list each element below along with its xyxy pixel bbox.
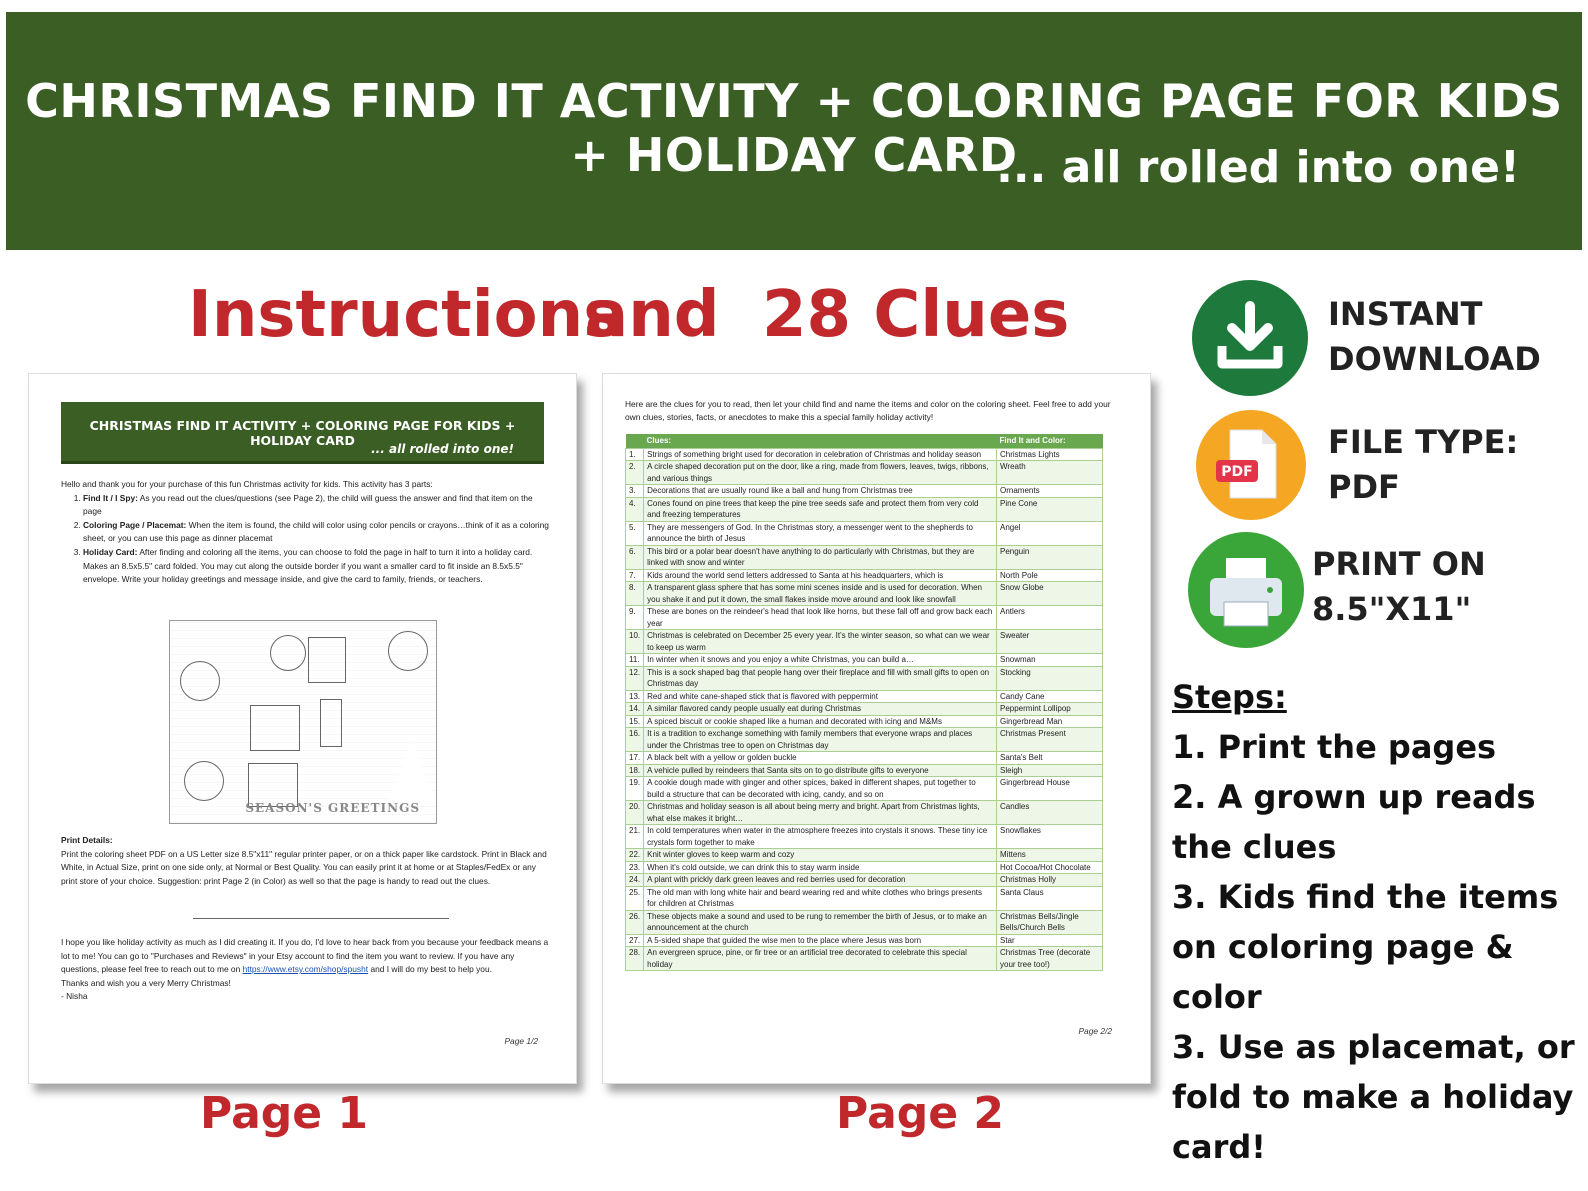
banner-title: CHRISTMAS FIND IT ACTIVITY + COLORING PAGE FOR KIDS + HOLIDAY CARD	[25, 74, 1563, 182]
page1-banner	[61, 402, 544, 464]
clue-number: 18.	[626, 764, 644, 777]
clue-row	[626, 606, 1103, 630]
print-badge	[1188, 532, 1304, 648]
step-item: 2. A grown up reads the clues	[1172, 778, 1536, 866]
page1-label: Page 1	[200, 1088, 369, 1139]
signoff-text: - Nisha	[61, 991, 88, 1002]
steps-section	[1172, 672, 1582, 1172]
clue-answer: Angel	[997, 521, 1103, 545]
closing-text: I hope you like holiday activity as much as I did creating it. If you do, I'd love to hear back from you because your feedback means a lot to me! You can go to "Purchases and Reviews" in your Etsy account to find the item you want to review. If you have any questions, please feel free to reach out to me on	[61, 937, 549, 975]
page1-parts-list	[61, 492, 551, 587]
clue-answer: Gingerbread House	[997, 777, 1103, 801]
clue-text: A black belt with a yellow or golden buckle	[644, 752, 997, 765]
feature-line: 8.5"X11"	[1312, 590, 1472, 628]
instant-download-badge	[1192, 280, 1308, 396]
clue-answer: Star	[997, 934, 1103, 947]
clue-text: In winter when it snows and you enjoy a white Christmas, you can build a…	[644, 654, 997, 667]
clue-number: 5.	[626, 521, 644, 545]
clue-answer: Christmas Bells/Jingle Bells/Church Bells	[997, 910, 1103, 934]
header-and: and	[585, 278, 720, 352]
clue-answer: Peppermint Lollipop	[997, 703, 1103, 716]
clue-text: These objects make a sound and used to be rung to remember the birth of Jesus, or to make an announcement at the church	[644, 910, 997, 934]
clue-answer: Christmas Holly	[997, 874, 1103, 887]
clue-number: 17.	[626, 752, 644, 765]
page1-closing	[61, 936, 551, 1004]
part-item	[83, 546, 551, 587]
part-item	[83, 519, 551, 546]
instant-download-label	[1328, 292, 1541, 382]
step-item: 3. Use as placemat, or fold to make a holiday card!	[1172, 1028, 1575, 1166]
clue-text: A vehicle pulled by reindeers that Santa sits on to go distribute gifts to everyone	[644, 764, 997, 777]
clue-row	[626, 715, 1103, 728]
clue-answer: Stocking	[997, 666, 1103, 690]
page2-preview	[602, 373, 1151, 1084]
clue-number: 2.	[626, 461, 644, 485]
clue-row	[626, 777, 1103, 801]
clue-number: 15.	[626, 715, 644, 728]
clue-text: Decorations that are usually round like a ball and hung from Christmas tree	[644, 485, 997, 498]
download-icon	[1192, 280, 1308, 396]
clue-text: They are messengers of God. In the Christmas story, a messenger went to the shepherds to announce the birth of Jesus	[644, 521, 997, 545]
clue-number: 28.	[626, 947, 644, 971]
clue-text: A spiced biscuit or cookie shaped like a human and decorated with icing and M&Ms	[644, 715, 997, 728]
clue-row	[626, 569, 1103, 582]
clue-row	[626, 545, 1103, 569]
thanks-text: Thanks and wish you a very Merry Christmas!	[61, 977, 231, 988]
banner-subtitle: ... all rolled into one!	[996, 142, 1520, 193]
clue-number: 24.	[626, 874, 644, 887]
clue-row	[626, 849, 1103, 862]
clue-number: 23.	[626, 861, 644, 874]
clue-answer: Penguin	[997, 545, 1103, 569]
clues-table-body	[626, 448, 1103, 971]
clue-row	[626, 910, 1103, 934]
snowman-drawing	[270, 635, 306, 671]
coloring-caption: SEASON'S GREETINGS	[245, 801, 420, 815]
clue-row	[626, 861, 1103, 874]
clue-text: A transparent glass sphere that has some mini scenes inside and is used for decoration. When you shake it and put it down, the small flakes inside move around and look like snowfall	[644, 582, 997, 606]
clue-number: 27.	[626, 934, 644, 947]
page1-preview	[28, 373, 577, 1084]
clue-answer: Gingerbread Man	[997, 715, 1103, 728]
clue-answer: Christmas Present	[997, 728, 1103, 752]
clue-number: 10.	[626, 630, 644, 654]
header-instructions: Instructions	[188, 278, 622, 352]
part-label: Holiday Card:	[83, 546, 138, 557]
part-text: After finding and coloring all the items, you can choose to fold the page in half to turn it into a holiday card. Makes an 8.5x5.5" card folded. You may cut along the outside border if you want a smaller card to fit inside an 8.5x5.5" envelope. Write your holiday greetings and message inside, and give the card to family, friends, or teachers.	[83, 546, 533, 585]
page1-banner-title: CHRISTMAS FIND IT ACTIVITY + COLORING PAGE FOR KIDS + HOLIDAY CARD	[89, 418, 516, 448]
etsy-shop-link[interactable]: https://www.etsy.com/shop/spusht	[242, 964, 369, 975]
clue-row	[626, 521, 1103, 545]
clue-number: 1.	[626, 448, 644, 461]
clue-row	[626, 934, 1103, 947]
print-details-title: Print Details:	[61, 835, 113, 845]
clue-number: 16.	[626, 728, 644, 752]
clue-text: A similar flavored candy people usually eat during Christmas	[644, 703, 997, 716]
part-label: Coloring Page / Placemat:	[83, 519, 187, 530]
header-clues-col: Clues:	[644, 434, 997, 448]
page1-number: Page 1/2	[504, 1036, 538, 1046]
clue-answer: Santa's Belt	[997, 752, 1103, 765]
clue-row	[626, 666, 1103, 690]
clue-row	[626, 886, 1103, 910]
clue-answer: Ornaments	[997, 485, 1103, 498]
clue-row	[626, 825, 1103, 849]
clue-number: 9.	[626, 606, 644, 630]
clue-row	[626, 582, 1103, 606]
feature-line: PRINT ON	[1312, 545, 1486, 583]
pdf-file-icon	[1196, 410, 1306, 520]
page1-print-details	[61, 834, 551, 888]
clue-text: The old man with long white hair and beard wearing red and white clothes who brings presents for children at Christmas	[644, 886, 997, 910]
clue-number: 21.	[626, 825, 644, 849]
christmas-tree-drawing	[390, 741, 434, 799]
clue-answer: Hot Cocoa/Hot Chocolate	[997, 861, 1103, 874]
clue-number: 20.	[626, 801, 644, 825]
clue-number: 7.	[626, 569, 644, 582]
part-text: As you read out the clues/questions (see Page 2), the child will guess the answer and find that item on the page	[83, 492, 533, 517]
clue-answer: North Pole	[997, 569, 1103, 582]
clue-answer: Candles	[997, 801, 1103, 825]
clue-row	[626, 874, 1103, 887]
divider	[193, 918, 449, 919]
clue-text: This is a sock shaped bag that people hang over their fireplace and fill with small gifts to open on Christmas day	[644, 666, 997, 690]
clue-text: Christmas is celebrated on December 25 every year. It's the winter season, so what can we wear to keep us warm	[644, 630, 997, 654]
page2-number: Page 2/2	[1078, 1026, 1112, 1036]
page2-intro: Here are the clues for you to read, then let your child find and name the items and color on the coloring sheet. Feel free to add your own clues, stories, facts, or anecdotes to make this a special family holiday activity!	[625, 399, 1111, 422]
pdf-badge-text: PDF	[1221, 464, 1253, 480]
clue-text: Knit winter gloves to keep warm and cozy	[644, 849, 997, 862]
clue-answer: Christmas Lights	[997, 448, 1103, 461]
page2-label: Page 2	[836, 1088, 1005, 1139]
clue-text: Christmas and holiday season is all about being merry and bright. Apart from Christmas lights, what else makes it bright…	[644, 801, 997, 825]
page1-banner-subtitle: ... all rolled into one!	[371, 442, 514, 456]
clue-text: A 5-sided shape that guided the wise men to the place where Jesus was born	[644, 934, 997, 947]
feature-line: DOWNLOAD	[1328, 340, 1541, 378]
clue-row	[626, 801, 1103, 825]
printer-icon	[1188, 532, 1304, 648]
clue-row	[626, 947, 1103, 971]
file-type-badge	[1196, 410, 1306, 520]
clue-answer: Candy Cane	[997, 690, 1103, 703]
clue-text: An evergreen spruce, pine, or fir tree or an artificial tree decorated to celebrate this special holiday	[644, 947, 997, 971]
clue-number: 22.	[626, 849, 644, 862]
clue-row	[626, 448, 1103, 461]
feature-line: PDF	[1328, 468, 1400, 506]
clue-answer: Snowman	[997, 654, 1103, 667]
clue-number: 14.	[626, 703, 644, 716]
clue-answer: Sweater	[997, 630, 1103, 654]
clue-answer: Snow Globe	[997, 582, 1103, 606]
clue-number: 26.	[626, 910, 644, 934]
clue-row	[626, 703, 1103, 716]
step-item: 1. Print the pages	[1172, 728, 1497, 766]
print-details-text: Print the coloring sheet PDF on a US Letter size 8.5"x11" regular printer paper, or on a thick paper like cardstock. Print in Black and White, in Actual Size, print on one side only, at Normal or Best Quality. You can easily print it at home or at Staples/FedEx or any print store of your choice. Suggestion: print Page 2 (in Color) as well so that the page is handy to read out the clues.	[61, 848, 547, 886]
closing-text-2: and I will do my best to help you.	[370, 964, 492, 975]
candle-drawing	[320, 699, 342, 747]
clue-row	[626, 752, 1103, 765]
file-type-label	[1328, 420, 1518, 510]
clue-text: A plant with prickly dark green leaves and red berries used for decoration	[644, 874, 997, 887]
header-answer-col: Find It and Color:	[997, 434, 1103, 448]
clues-table	[625, 434, 1103, 971]
feature-line: INSTANT	[1328, 295, 1483, 333]
clue-text: These are bones on the reindeer's head that look like horns, but these fall off and grow back each year	[644, 606, 997, 630]
clue-row	[626, 690, 1103, 703]
clue-number: 8.	[626, 582, 644, 606]
coloring-page-thumbnail	[169, 620, 437, 824]
clue-number: 12.	[626, 666, 644, 690]
present-drawing	[308, 637, 346, 683]
clue-text: A circle shaped decoration put on the door, like a ring, made from flowers, leaves, twigs, ribbons, and various things	[644, 461, 997, 485]
part-label: Find It / I Spy:	[83, 492, 138, 503]
clue-row	[626, 485, 1103, 498]
clue-answer: Snowflakes	[997, 825, 1103, 849]
clue-text: In cold temperatures when water in the atmosphere freezes into crystals it snows. These tiny ice crystals form together to make	[644, 825, 997, 849]
part-item	[83, 492, 551, 519]
clue-number: 19.	[626, 777, 644, 801]
clue-text: A cookie dough made with ginger and other spices, baked in different shapes, put together to build a structure that can be decorated with icing, candy, and so on	[644, 777, 997, 801]
header-number-col	[626, 434, 644, 448]
clue-text: When it's cold outside, we can drink this to stay warm inside	[644, 861, 997, 874]
clue-row	[626, 728, 1103, 752]
clue-number: 25.	[626, 886, 644, 910]
clue-answer: Wreath	[997, 461, 1103, 485]
clue-number: 3.	[626, 485, 644, 498]
snow-globe-drawing	[184, 761, 224, 801]
clue-text: Kids around the world send letters addressed to Santa at his headquarters, which is	[644, 569, 997, 582]
print-label	[1312, 542, 1486, 632]
clue-number: 11.	[626, 654, 644, 667]
clue-row	[626, 654, 1103, 667]
clue-row	[626, 497, 1103, 521]
clue-answer: Antlers	[997, 606, 1103, 630]
clue-text: This bird or a polar bear doesn't have anything to do particularly with Christmas, but they are linked with snow and winter	[644, 545, 997, 569]
page1-intro-block	[61, 478, 551, 587]
clue-answer: Christmas Tree (decorate your tree too!)	[997, 947, 1103, 971]
clue-row	[626, 630, 1103, 654]
clue-row	[626, 461, 1103, 485]
clue-answer: Sleigh	[997, 764, 1103, 777]
clue-text: Cones found on pine trees that keep the pine tree seeds safe and protect them from very cold and freezing temperatures	[644, 497, 997, 521]
clues-header-row	[626, 434, 1103, 448]
clue-text: It is a tradition to exchange something with family members that everyone wraps and places under the Christmas tree to open on Christmas day	[644, 728, 997, 752]
clue-number: 13.	[626, 690, 644, 703]
clue-answer: Mittens	[997, 849, 1103, 862]
top-banner	[6, 12, 1582, 250]
ornament-drawing	[180, 661, 220, 701]
clue-answer: Santa Claus	[997, 886, 1103, 910]
gingerbread-house-drawing	[250, 705, 300, 751]
feature-line: FILE TYPE:	[1328, 423, 1519, 461]
header-clues: 28 Clues	[762, 278, 1070, 352]
wreath-drawing	[388, 631, 428, 671]
steps-heading: Steps:	[1172, 678, 1287, 716]
clue-answer: Pine Cone	[997, 497, 1103, 521]
part-text: When the item is found, the child will color using color pencils or crayons…think of it as a coloring sheet, or you can use this page as dinner placemat	[83, 519, 549, 544]
clue-text: Red and white cane-shaped stick that is flavored with peppermint	[644, 690, 997, 703]
clue-number: 4.	[626, 497, 644, 521]
clue-row	[626, 764, 1103, 777]
clue-number: 6.	[626, 545, 644, 569]
clue-text: Strings of something bright used for decoration in celebration of Christmas and holiday season	[644, 448, 997, 461]
page1-intro: Hello and thank you for your purchase of this fun Christmas activity for kids. This activity has 3 parts:	[61, 479, 433, 489]
step-item: 3. Kids find the items on coloring page & color	[1172, 878, 1559, 1016]
